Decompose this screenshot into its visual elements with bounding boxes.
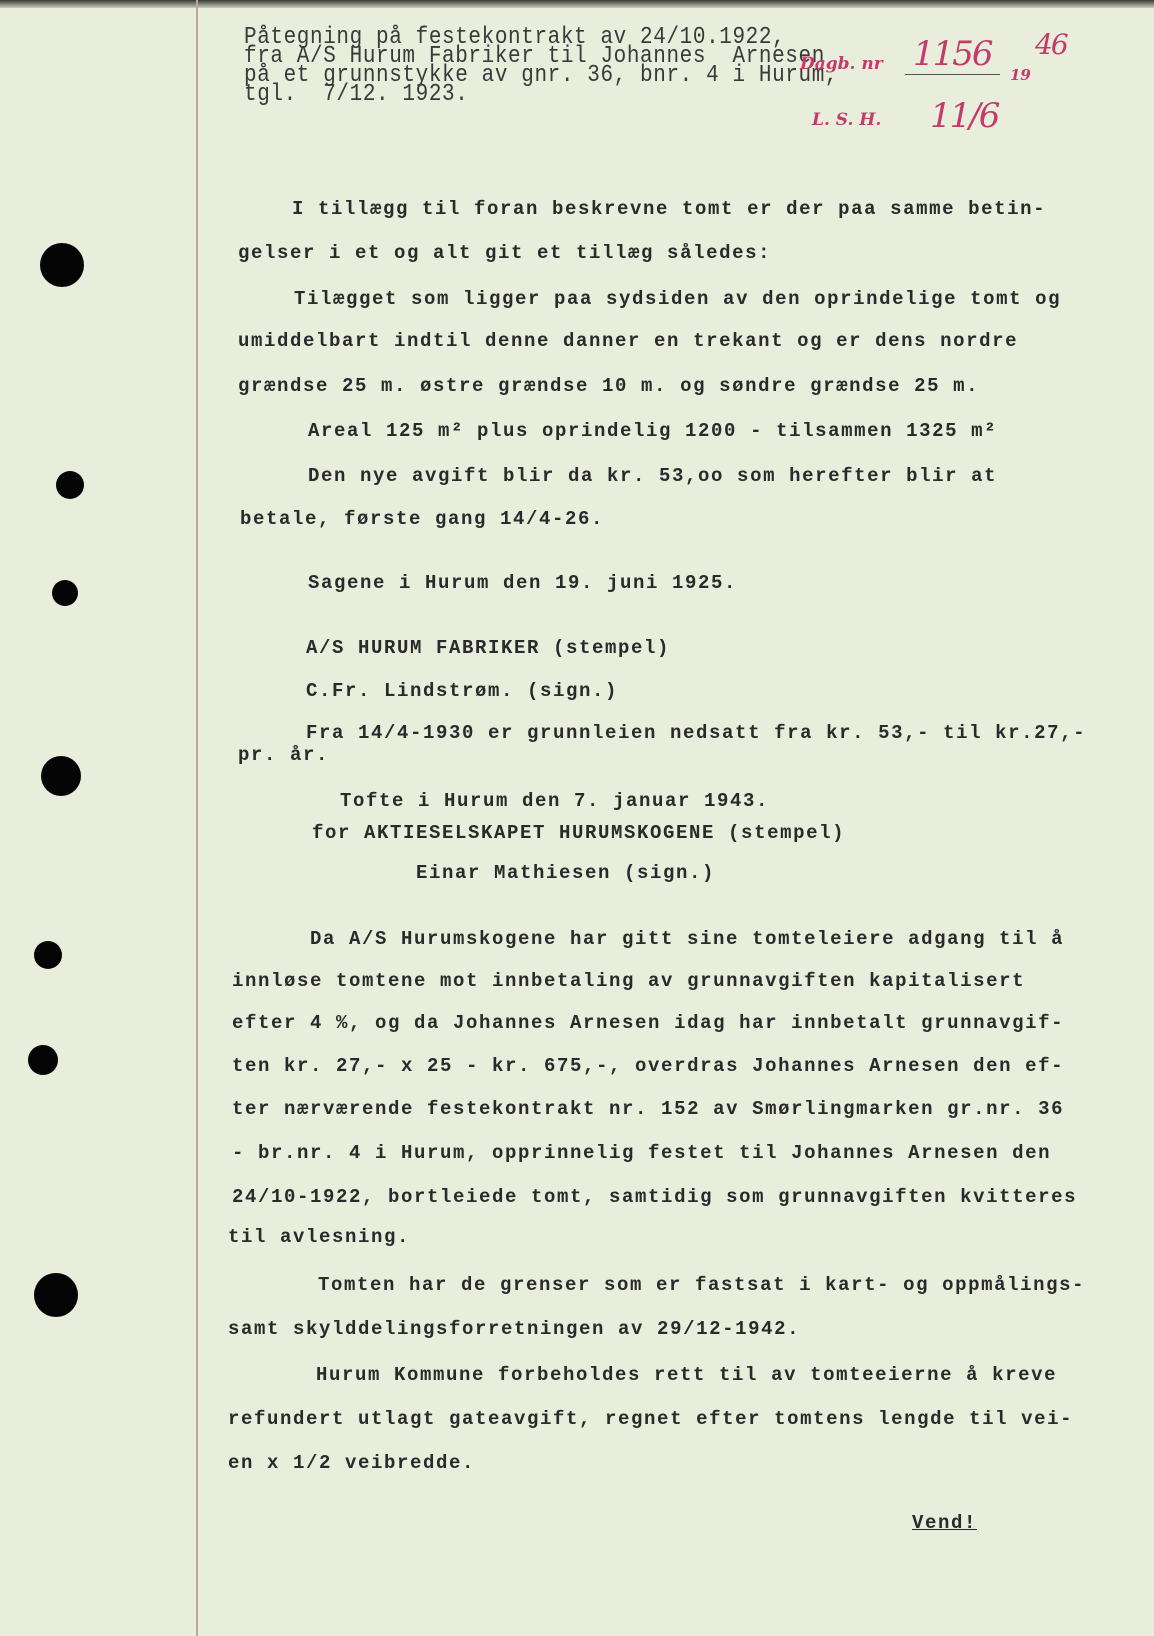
text-line: Areal 125 m² plus oprindelig 1200 - tilsammen 1325 m² [308, 420, 998, 442]
text-line: til avlesning. [228, 1226, 411, 1248]
text-line: Tomten har de grenser som er fastsat i kart- og oppmålings- [318, 1274, 1086, 1296]
text-line: Einar Mathiesen (sign.) [416, 862, 716, 884]
text-line: 24/10-1922, bortleiede tomt, samtidig som grunnavgiften kvitteres [232, 1186, 1078, 1208]
text-line: A/S HURUM FABRIKER (stempel) [306, 637, 671, 659]
text-line: grændse 25 m. østre grændse 10 m. og søndre grændse 25 m. [238, 375, 980, 397]
year-prefix: 19 [1010, 66, 1031, 84]
registration-date: 11/6 [930, 96, 999, 136]
punch-hole [56, 471, 84, 499]
text-line: Tilægget som ligger paa sydsiden av den oprindelige tomt og [294, 288, 1062, 310]
header-line: fra A/S Hurum Fabriker til Johannes Arnesen [244, 43, 825, 70]
header-line: tgl. 7/12. 1923. [244, 81, 469, 108]
office-label: L. S. H. [812, 110, 882, 130]
header-line: Påtegning på festekontrakt av 24/10.1922, [244, 24, 786, 51]
text-line: efter 4 %, og da Johannes Arnesen idag har innbetalt grunnavgif- [232, 1012, 1065, 1034]
scan-top-edge [0, 0, 1154, 8]
text-line: for AKTIESELSKAPET HURUMSKOGENE (stempel) [312, 822, 846, 844]
dagb-label: Dagb. nr [800, 54, 883, 74]
text-line: Fra 14/4-1930 er grunnleien nedsatt fra kr. 53,- til kr.27,- [306, 722, 1087, 744]
punch-hole [34, 1273, 78, 1317]
text-line: Sagene i Hurum den 19. juni 1925. [308, 572, 738, 594]
text-line: Tofte i Hurum den 7. januar 1943. [340, 790, 770, 812]
punch-hole [41, 756, 81, 796]
punch-hole [40, 243, 84, 287]
text-line: betale, første gang 14/4-26. [240, 508, 605, 530]
text-line: refundert utlagt gateavgift, regnet efter tomtens lengde til vei- [228, 1408, 1074, 1430]
text-line: - br.nr. 4 i Hurum, opprinnelig festet til Johannes Arnesen den [232, 1142, 1052, 1164]
text-line: ter nærværende festekontrakt nr. 152 av Smørlingmarken gr.nr. 36 [232, 1098, 1065, 1120]
text-line: Den nye avgift blir da kr. 53,oo som herefter blir at [308, 465, 998, 487]
text-line: innløse tomtene mot innbetaling av grunnavgiften kapitalisert [232, 970, 1026, 992]
text-line: C.Fr. Lindstrøm. (sign.) [306, 680, 619, 702]
punch-hole [34, 941, 62, 969]
text-line: Da A/S Hurumskogene har gitt sine tomteleiere adgang til å [310, 928, 1065, 950]
text-line: samt skylddelingsforretningen av 29/12-1942. [228, 1318, 801, 1340]
year-suffix: 46 [1035, 28, 1067, 61]
margin-line [196, 0, 198, 1636]
turn-over-note: Vend! [912, 1512, 978, 1534]
text-line: Hurum Kommune forbeholdes rett til av tomteeierne å kreve [316, 1364, 1058, 1386]
punch-hole [28, 1045, 58, 1075]
header-line: på et grunnstykke av gnr. 36, bnr. 4 i Hurum, [244, 62, 839, 89]
text-line: pr. år. [238, 744, 330, 766]
text-line: I tillægg til foran beskrevne tomt er der paa samme betin- [292, 198, 1047, 220]
text-line: umiddelbart indtil denne danner en trekant og er dens nordre [238, 330, 1019, 352]
punch-hole [52, 580, 78, 606]
dagb-number: 1156 [905, 34, 1000, 75]
text-line: ten kr. 27,- x 25 - kr. 675,-, overdras Johannes Arnesen den ef- [232, 1055, 1065, 1077]
text-line: en x 1/2 veibredde. [228, 1452, 476, 1474]
text-line: gelser i et og alt git et tillæg således: [238, 242, 772, 264]
